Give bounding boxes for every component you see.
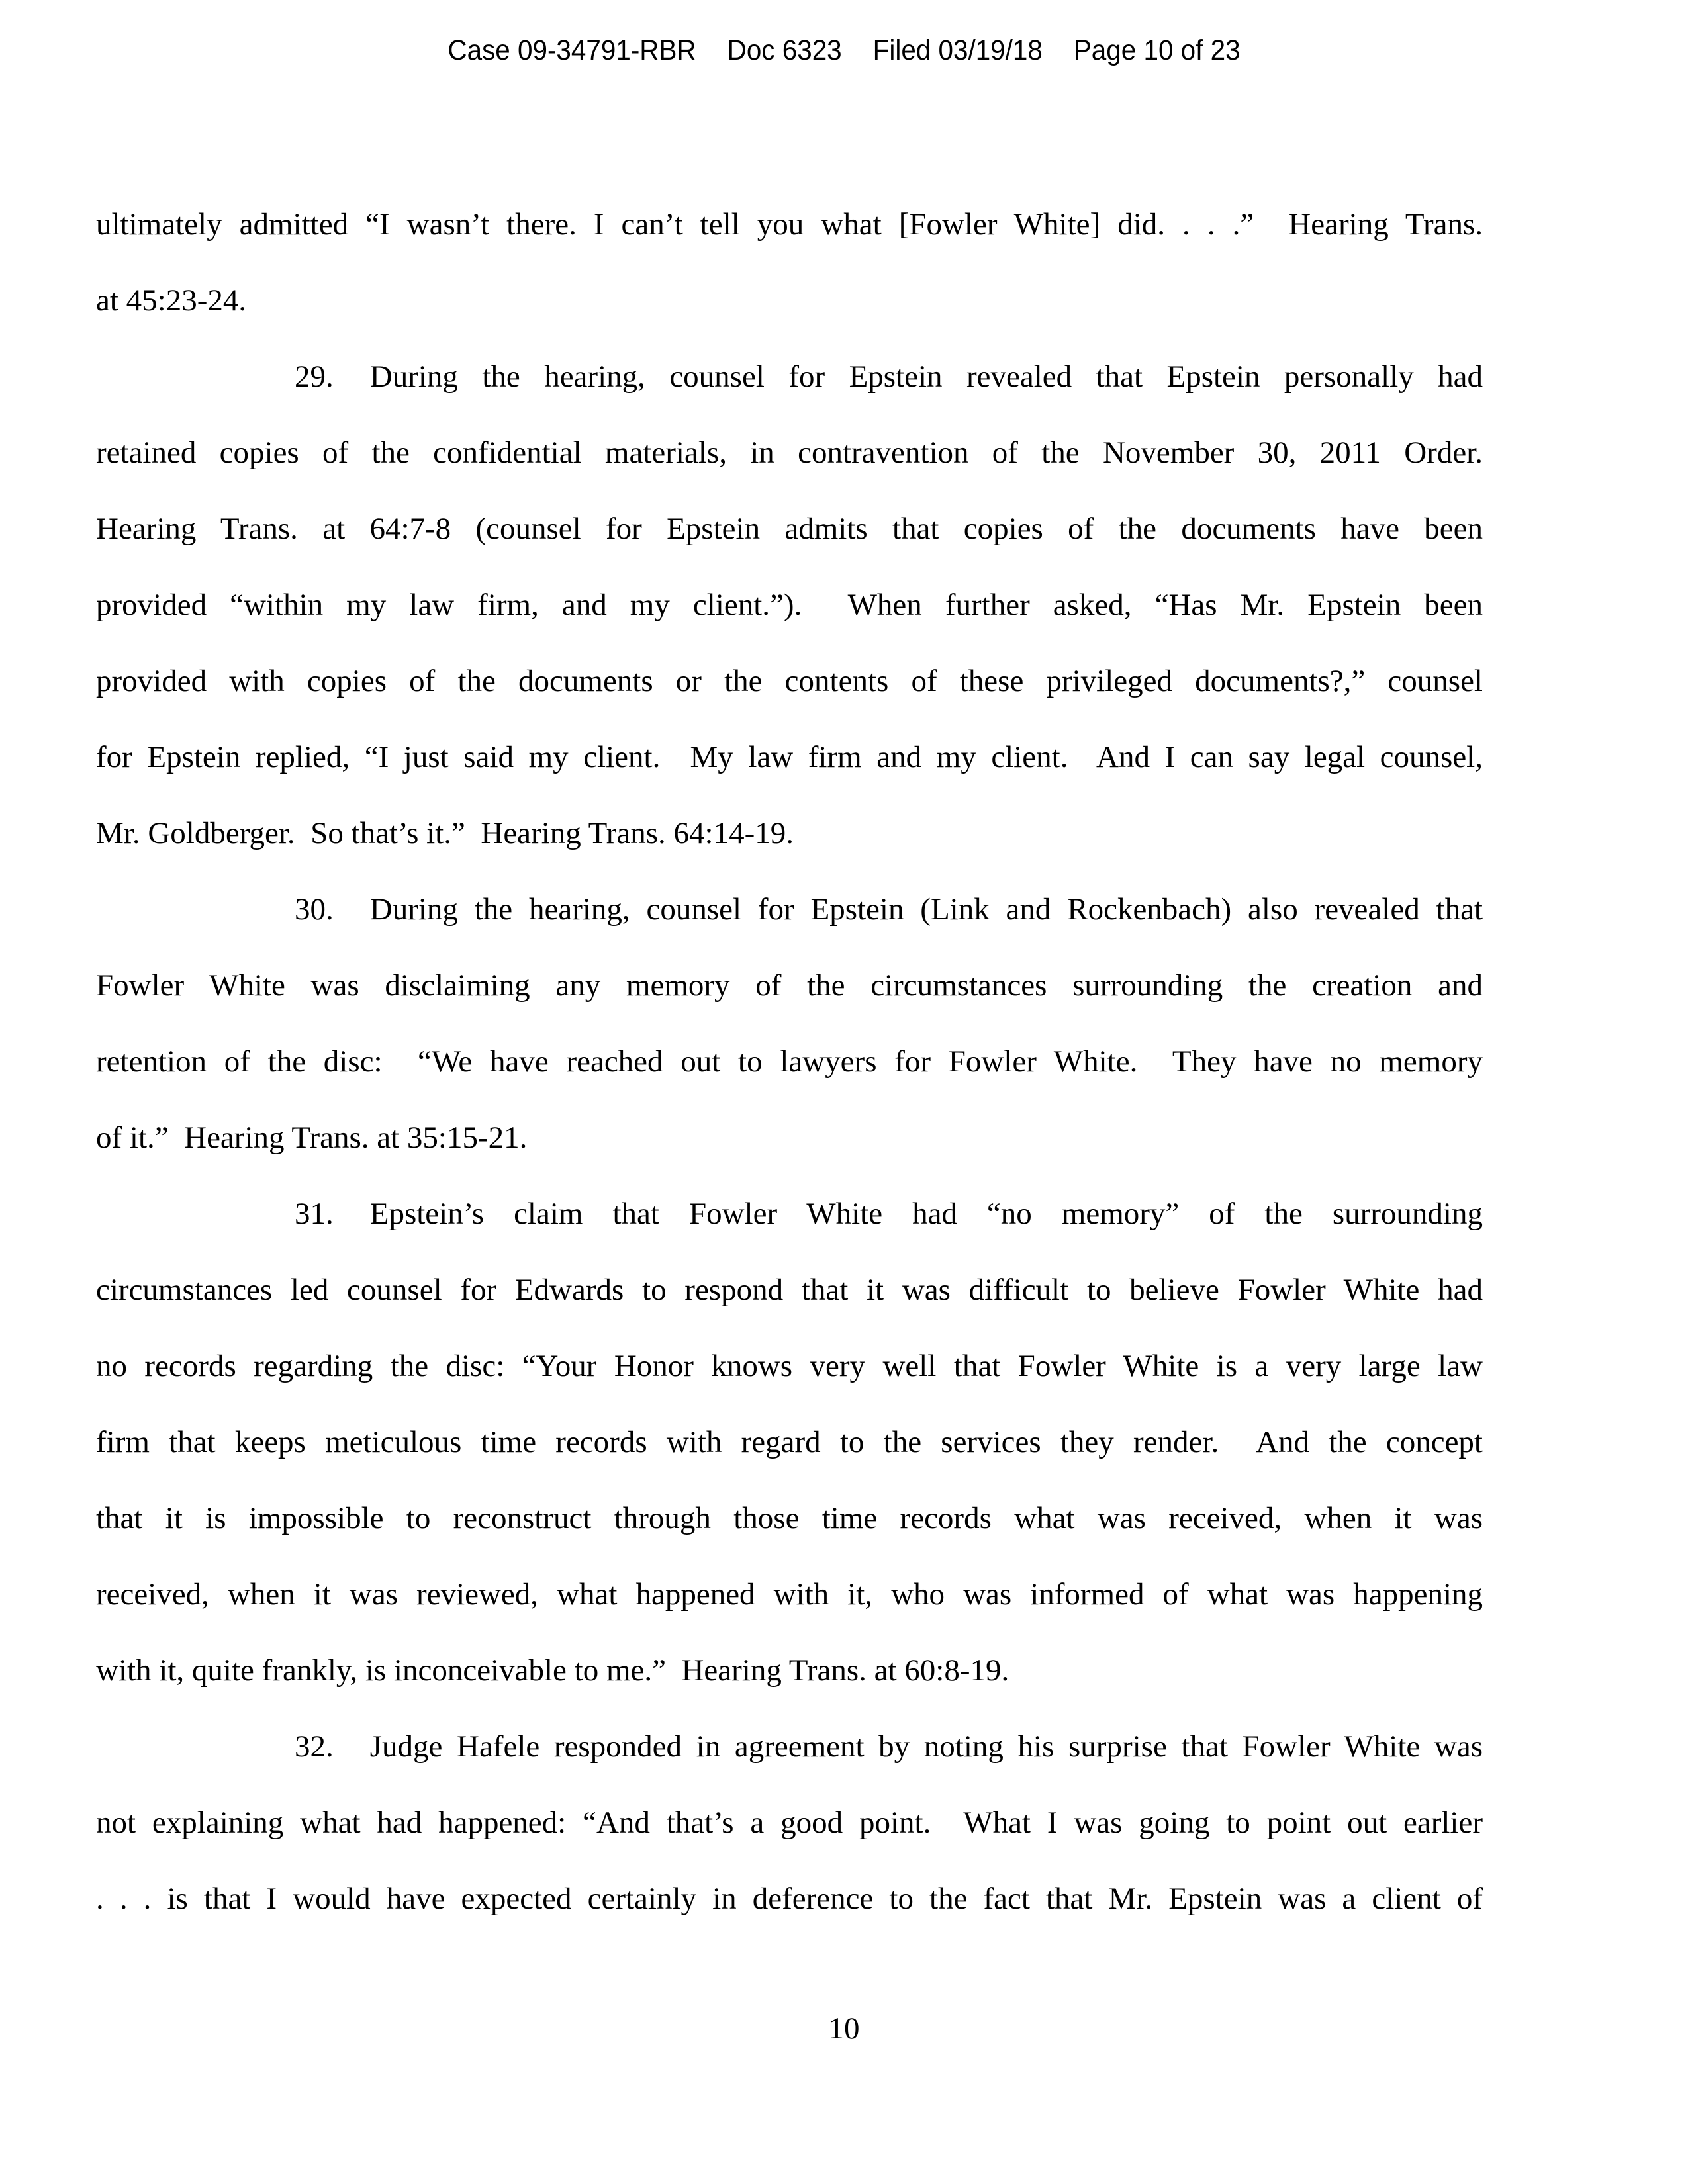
header-doc-number: Doc 6323 bbox=[727, 34, 842, 66]
text-line: circumstances led counsel for Edwards to respond that it was difficult to believe Fowler White had bbox=[96, 1273, 1483, 1307]
text-line: 29. During the hearing, counsel for Epstein revealed that Epstein personally had bbox=[295, 359, 1483, 394]
text-line: Mr. Goldberger. So that’s it.” Hearing Trans. 64:14-19. bbox=[96, 816, 794, 850]
text-line: retained copies of the confidential materials, in contravention of the November 30, 2011 Order. bbox=[96, 435, 1483, 470]
header-case-number: Case 09-34791-RBR bbox=[447, 34, 696, 66]
paragraph-number: 32. bbox=[295, 1729, 334, 1764]
paragraph-number: 30. bbox=[295, 892, 334, 927]
text-line: Hearing Trans. at 64:7-8 (counsel for Epstein admits that copies of the documents have been bbox=[96, 512, 1483, 546]
page-number: 10 bbox=[828, 2011, 860, 2046]
text-line: firm that keeps meticulous time records with regard to the services they render. And the concept bbox=[96, 1425, 1483, 1459]
text-line: ultimately admitted “I wasn’t there. I can’t tell you what [Fowler White] did. . . .” Hearing Trans. bbox=[96, 207, 1483, 242]
header-page-count: Page 10 of 23 bbox=[1073, 34, 1241, 66]
text-line: that it is impossible to reconstruct through those time records what was received, when it was bbox=[96, 1501, 1483, 1535]
text-line: received, when it was reviewed, what happened with it, who was informed of what was happening bbox=[96, 1577, 1483, 1612]
text-line: 30. During the hearing, counsel for Epstein (Link and Rockenbach) also revealed that bbox=[295, 892, 1483, 927]
text-line: . . . is that I would have expected certainly in deference to the fact that Mr. Epstein was a client of bbox=[96, 1882, 1483, 1916]
text-line: Fowler White was disclaiming any memory of the circumstances surrounding the creation and bbox=[96, 968, 1483, 1003]
document-body bbox=[96, 187, 1483, 1937]
text-line: no records regarding the disc: “Your Honor knows very well that Fowler White is a very large law bbox=[96, 1349, 1483, 1383]
text-line: 31. Epstein’s claim that Fowler White had “no memory” of the surrounding bbox=[295, 1197, 1483, 1231]
paragraph-number: 29. bbox=[295, 359, 334, 394]
text-line: provided “within my law firm, and my client.”). When further asked, “Has Mr. Epstein been bbox=[96, 588, 1483, 622]
case-stamp-header bbox=[51, 34, 1638, 67]
header-filed-date: Filed 03/19/18 bbox=[872, 34, 1043, 66]
text-line: not explaining what had happened: “And that’s a good point. What I was going to point out earlier bbox=[96, 1805, 1483, 1840]
text-line: of it.” Hearing Trans. at 35:15-21. bbox=[96, 1120, 528, 1155]
text-line: provided with copies of the documents or the contents of these privileged documents?,” counsel bbox=[96, 664, 1483, 698]
text-line: 32. Judge Hafele responded in agreement by noting his surprise that Fowler White was bbox=[295, 1729, 1483, 1764]
text-line: for Epstein replied, “I just said my client. My law firm and my client. And I can say legal counsel, bbox=[96, 740, 1483, 774]
text-line: with it, quite frankly, is inconceivable to me.” Hearing Trans. at 60:8-19. bbox=[96, 1653, 1009, 1688]
text-line: retention of the disc: “We have reached out to lawyers for Fowler White. They have no memory bbox=[96, 1044, 1483, 1079]
paragraph-number: 31. bbox=[295, 1197, 334, 1231]
text-line: at 45:23-24. bbox=[96, 283, 247, 318]
